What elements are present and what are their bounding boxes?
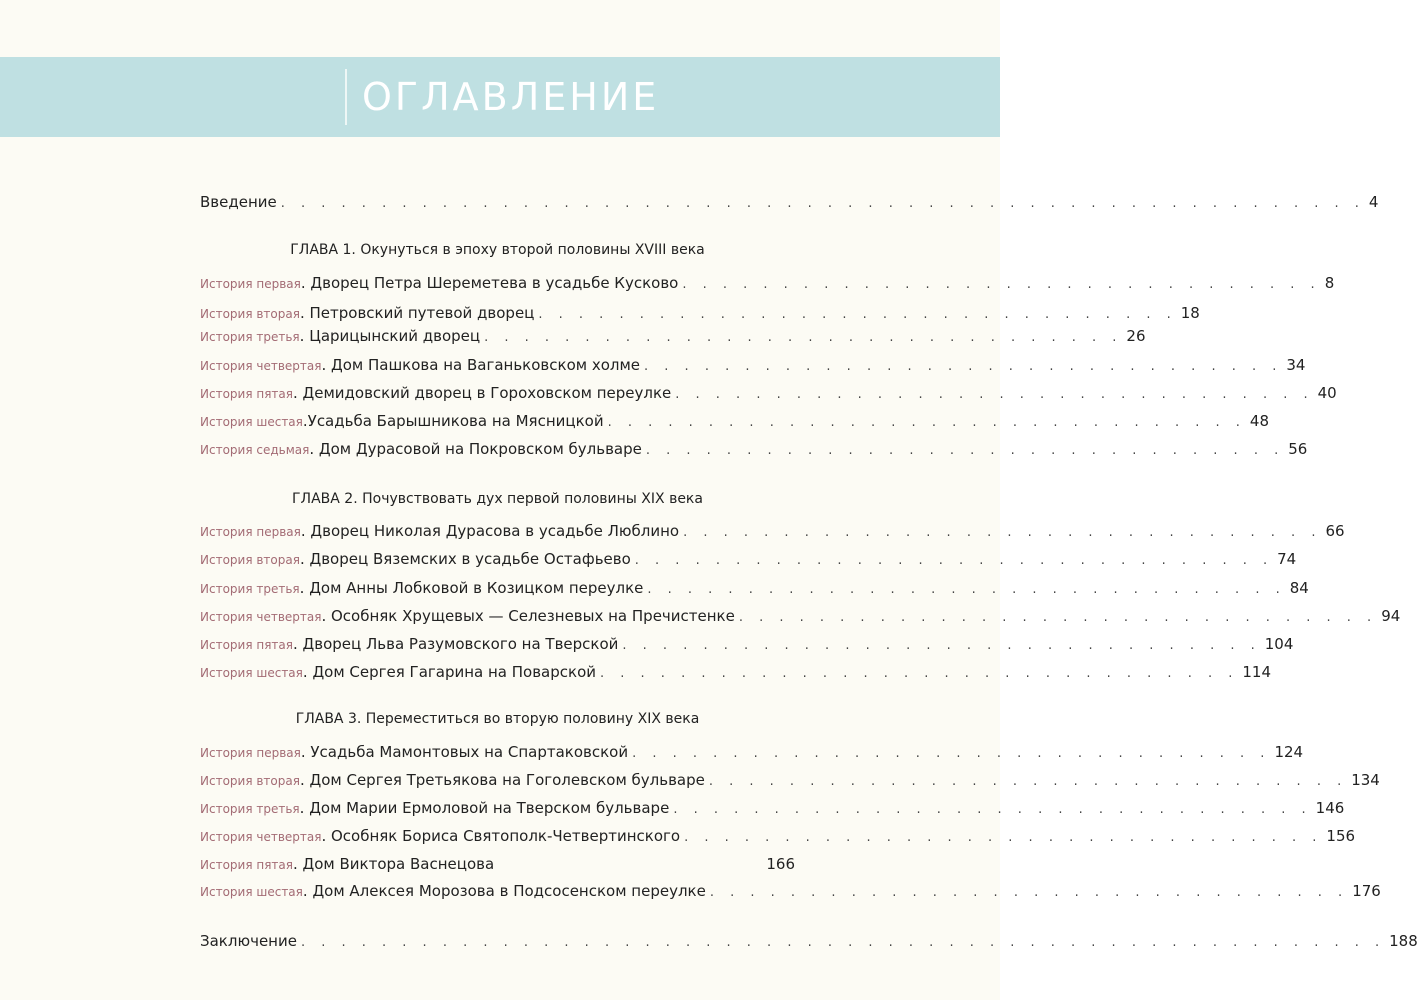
chapter-heading-2[interactable]: ГЛАВА 2. Почувствовать дух первой половины XIX века <box>292 491 703 507</box>
toc-entry[interactable]: История третья . Дом Анны Лобковой в Козицком переулке . . . . . . . . . . . . . . . . . . . . . . . . . . . . . . . . 84 <box>200 576 795 600</box>
dot-leader: . . . . . . . . . . . . . . . . . . . . . . . . . . . . . . . . <box>675 387 1314 402</box>
story-label: История шестая <box>200 415 303 429</box>
entry-title: Царицынский дворец <box>309 327 481 345</box>
toc-entry[interactable]: История шестая . Дом Алексея Морозова в Подсосенском переулке . . . . . . . . . . . . . . . . . . . . . . . . . . . . . . . . 176 <box>200 879 795 903</box>
toc-entry[interactable]: История третья . Дом Марии Ермоловой на Тверском бульваре . . . . . . . . . . . . . . . . . . . . . . . . . . . . . . . . 146 <box>200 796 795 820</box>
story-label: История пятая <box>200 858 293 872</box>
story-label: История пятая <box>200 387 293 401</box>
entry-title: Дом Марии Ермоловой на Тверском бульваре <box>309 799 670 817</box>
entry-title: Дом Дурасовой на Покровском бульваре <box>318 440 642 458</box>
story-label: История первая <box>200 525 301 539</box>
toc-entry[interactable]: История шестая . Дом Сергея Гагарина на Поварской . . . . . . . . . . . . . . . . . . . . . . . . . . . . . . . . 114 <box>200 660 795 684</box>
story-label: История пятая <box>200 638 293 652</box>
dot-leader: . . . . . . . . . . . . . . . . . . . . . . . . . . . . . . . . . . . . . . . . . . . . . . . . . . . . . . <box>300 935 1386 950</box>
entry-title: Особняк Хрущевых — Селезневых на Пречистенке <box>331 607 735 625</box>
page-number: 176 <box>1352 882 1381 900</box>
entry-title: Дворец Петра Шереметева в усадьбе Кусково <box>310 274 679 292</box>
chapter-heading-1[interactable]: ГЛАВА 1. Окунуться в эпоху второй половины XVIII века <box>290 242 705 258</box>
dot-leader: . . . . . . . . . . . . . . . . . . . . . . . . . . . . . . . . <box>684 830 1323 845</box>
story-label: История первая <box>200 746 301 760</box>
story-label: История третья <box>200 330 300 344</box>
toc-entry[interactable]: История вторая . Дом Сергея Третьякова на Гоголевском бульваре . . . . . . . . . . . . . . . . . . . . . . . . . . . . . . . . 134 <box>200 768 795 792</box>
story-label: История четвертая <box>200 610 322 624</box>
entry-title: Введение <box>200 193 277 211</box>
page-number: 26 <box>1126 327 1146 345</box>
page-number: 48 <box>1249 412 1270 430</box>
entry-title: Дом Пашкова на Ваганьковском холме <box>331 356 641 374</box>
toc-entry[interactable]: История первая . Дворец Николая Дурасова в усадьбе Люблино . . . . . . . . . . . . . . . . . . . . . . . . . . . . . . . . 66 <box>200 519 795 543</box>
toc-entry[interactable]: История вторая . Дворец Вяземских в усадьбе Остафьево . . . . . . . . . . . . . . . . . . . . . . . . . . . . . . . . 74 <box>200 547 795 571</box>
toc-entry[interactable]: История пятая . Демидовский дворец в Гороховском переулке . . . . . . . . . . . . . . . . . . . . . . . . . . . . . . . . 40 <box>200 381 795 405</box>
page-number: 84 <box>1289 579 1309 597</box>
page-title: ОГЛАВЛЕНИЕ <box>362 75 660 119</box>
entry-title: Заключение <box>200 932 297 950</box>
toc-entry-intro[interactable] <box>200 190 1379 214</box>
dot-leader: . . . . . . . . . . . . . . . . . . . . . . . . . . . . . . . . <box>683 525 1322 540</box>
page-number: 8 <box>1324 274 1335 292</box>
toc-entry[interactable]: История пятая . Дом Виктора Васнецова 166 <box>200 852 795 876</box>
entry-title: Демидовский дворец в Гороховском переулке <box>302 384 672 402</box>
page-number: 166 <box>766 855 795 873</box>
toc-entry[interactable]: История пятая . Дворец Льва Разумовского на Тверской . . . . . . . . . . . . . . . . . . . . . . . . . . . . . . . . 104 <box>200 632 795 656</box>
toc-entry[interactable]: История четвертая . Особняк Хрущевых — Селезневых на Пречистенке . . . . . . . . . . . . . . . . . . . . . . . . . . . . . . . . 94 <box>200 604 795 628</box>
dot-leader: . . . . . . . . . . . . . . . . . . . . . . . . . . . . . . . . <box>538 307 1177 322</box>
entry-title: Дворец Вяземских в усадьбе Остафьево <box>309 550 631 568</box>
entry-title: Дворец Льва Разумовского на Тверской <box>302 635 619 653</box>
dot-leader: . . . . . . . . . . . . . . . . . . . . . . . . . . . . . . . . <box>634 553 1274 568</box>
story-label: История вторая <box>200 553 300 567</box>
toc-entry[interactable]: История шестая . Усадьба Барышникова на Мясницкой . . . . . . . . . . . . . . . . . . . . . . . . . . . . . . . . 48 <box>200 409 795 433</box>
page-number: 66 <box>1325 522 1345 540</box>
page-number: 56 <box>1288 440 1308 458</box>
toc-entry[interactable]: История вторая . Петровский путевой дворец . . . . . . . . . . . . . . . . . . . . . . . . . . . . . . . . 18 <box>200 301 795 325</box>
toc-entry[interactable]: История первая . Усадьба Мамонтовых на Спартаковской . . . . . . . . . . . . . . . . . . . . . . . . . . . . . . . . 124 <box>200 740 795 764</box>
page-number: 124 <box>1274 743 1304 761</box>
page-number: 34 <box>1286 356 1306 374</box>
page-number: 146 <box>1315 799 1345 817</box>
story-label: История третья <box>200 582 300 596</box>
page-number: 156 <box>1326 827 1356 845</box>
dot-leader: . . . . . . . . . . . . . . . . . . . . . . . . . . . . . . . . <box>644 359 1283 374</box>
story-label: История первая <box>200 277 301 291</box>
dot-leader: . . . . . . . . . . . . . . . . . . . . . . . . . . . . . . . . <box>673 802 1312 817</box>
entry-title: Дом Анны Лобковой в Козицком переулке <box>309 579 644 597</box>
entry-title: Дворец Николая Дурасова в усадьбе Люблино <box>310 522 680 540</box>
toc-entry-conclusion[interactable] <box>200 929 1418 953</box>
dot-leader: . . . . . . . . . . . . . . . . . . . . . . . . . . . . . . . . <box>682 277 1321 292</box>
dot-leader: . . . . . . . . . . . . . . . . . . . . . . . . . . . . . . . . . . . . . . . . . . . . . . . . . . . . . . <box>280 196 1365 211</box>
dot-leader: . . . . . . . . . . . . . . . . . . . . . . . . . . . . . . . . <box>600 666 1239 681</box>
page-number: 134 <box>1351 771 1380 789</box>
page-number: 188 <box>1389 932 1418 950</box>
story-label: История четвертая <box>200 830 322 844</box>
chapter-heading-3[interactable]: ГЛАВА 3. Переместиться во вторую половину XIX века <box>295 711 700 727</box>
entry-title: Дом Сергея Третьякова на Гоголевском бульваре <box>309 771 705 789</box>
dot-leader: . . . . . . . . . . . . . . . . . . . . . . . . . . . . . . . . <box>607 415 1246 430</box>
dot-leader: . . . . . . . . . . . . . . . . . . . . . . . . . . . . . . . . <box>484 330 1123 345</box>
toc-entry[interactable]: История третья . Царицынский дворец . . . . . . . . . . . . . . . . . . . . . . . . . . . . . . . . 26 <box>200 324 795 348</box>
dot-leader: . . . . . . . . . . . . . . . . . . . . . . . . . . . . . . . . <box>709 885 1349 900</box>
story-label: История вторая <box>200 774 300 788</box>
toc-entry[interactable]: История первая . Дворец Петра Шереметева в усадьбе Кусково . . . . . . . . . . . . . . . . . . . . . . . . . . . . . . . . 8 <box>200 271 795 295</box>
dot-leader: . . . . . . . . . . . . . . . . . . . . . . . . . . . . . . . . <box>645 443 1285 458</box>
page-number: 18 <box>1180 304 1200 322</box>
dot-leader: . . . . . . . . . . . . . . . . . . . . . . . . . . . . . . . . <box>622 638 1261 653</box>
page-number: 114 <box>1242 663 1271 681</box>
entry-title: Дом Алексея Морозова в Подсосенском переулке <box>312 882 706 900</box>
toc-entry[interactable]: История четвертая . Особняк Бориса Святополк-Четвертинского . . . . . . . . . . . . . . . . . . . . . . . . . . . . . . . . 156 <box>200 824 795 848</box>
page-number: 40 <box>1317 384 1337 402</box>
toc-entry[interactable]: История четвертая . Дом Пашкова на Ваганьковском холме . . . . . . . . . . . . . . . . . . . . . . . . . . . . . . . . 34 <box>200 353 795 377</box>
entry-title: Усадьба Барышникова на Мясницкой <box>307 412 604 430</box>
dot-leader: . . . . . . . . . . . . . . . . . . . . . . . . . . . . . . . . <box>708 774 1348 789</box>
story-label: История четвертая <box>200 359 322 373</box>
page-number: 4 <box>1368 193 1379 211</box>
entry-title: Особняк Бориса Святополк-Четвертинского <box>331 827 681 845</box>
entry-title: Усадьба Мамонтовых на Спартаковской <box>310 743 629 761</box>
story-label: История седьмая <box>200 443 310 457</box>
story-label: История третья <box>200 802 300 816</box>
story-label: История вторая <box>200 307 300 321</box>
entry-title: Петровский путевой дворец <box>309 304 535 322</box>
story-label: История шестая <box>200 885 303 899</box>
page-number: 94 <box>1381 607 1401 625</box>
story-label: История шестая <box>200 666 303 680</box>
page-number: 104 <box>1264 635 1294 653</box>
toc-entry[interactable]: История седьмая . Дом Дурасовой на Покровском бульваре . . . . . . . . . . . . . . . . . . . . . . . . . . . . . . . . 56 <box>200 437 795 461</box>
entry-title: Дом Виктора Васнецова <box>302 855 495 873</box>
dot-leader: . . . . . . . . . . . . . . . . . . . . . . . . . . . . . . . . <box>647 582 1286 597</box>
dot-leader: . . . . . . . . . . . . . . . . . . . . . . . . . . . . . . . . <box>738 610 1378 625</box>
dot-leader: . . . . . . . . . . . . . . . . . . . . . . . . . . . . . . . . <box>632 746 1271 761</box>
page-number: 74 <box>1277 550 1297 568</box>
entry-title: Дом Сергея Гагарина на Поварской <box>312 663 597 681</box>
